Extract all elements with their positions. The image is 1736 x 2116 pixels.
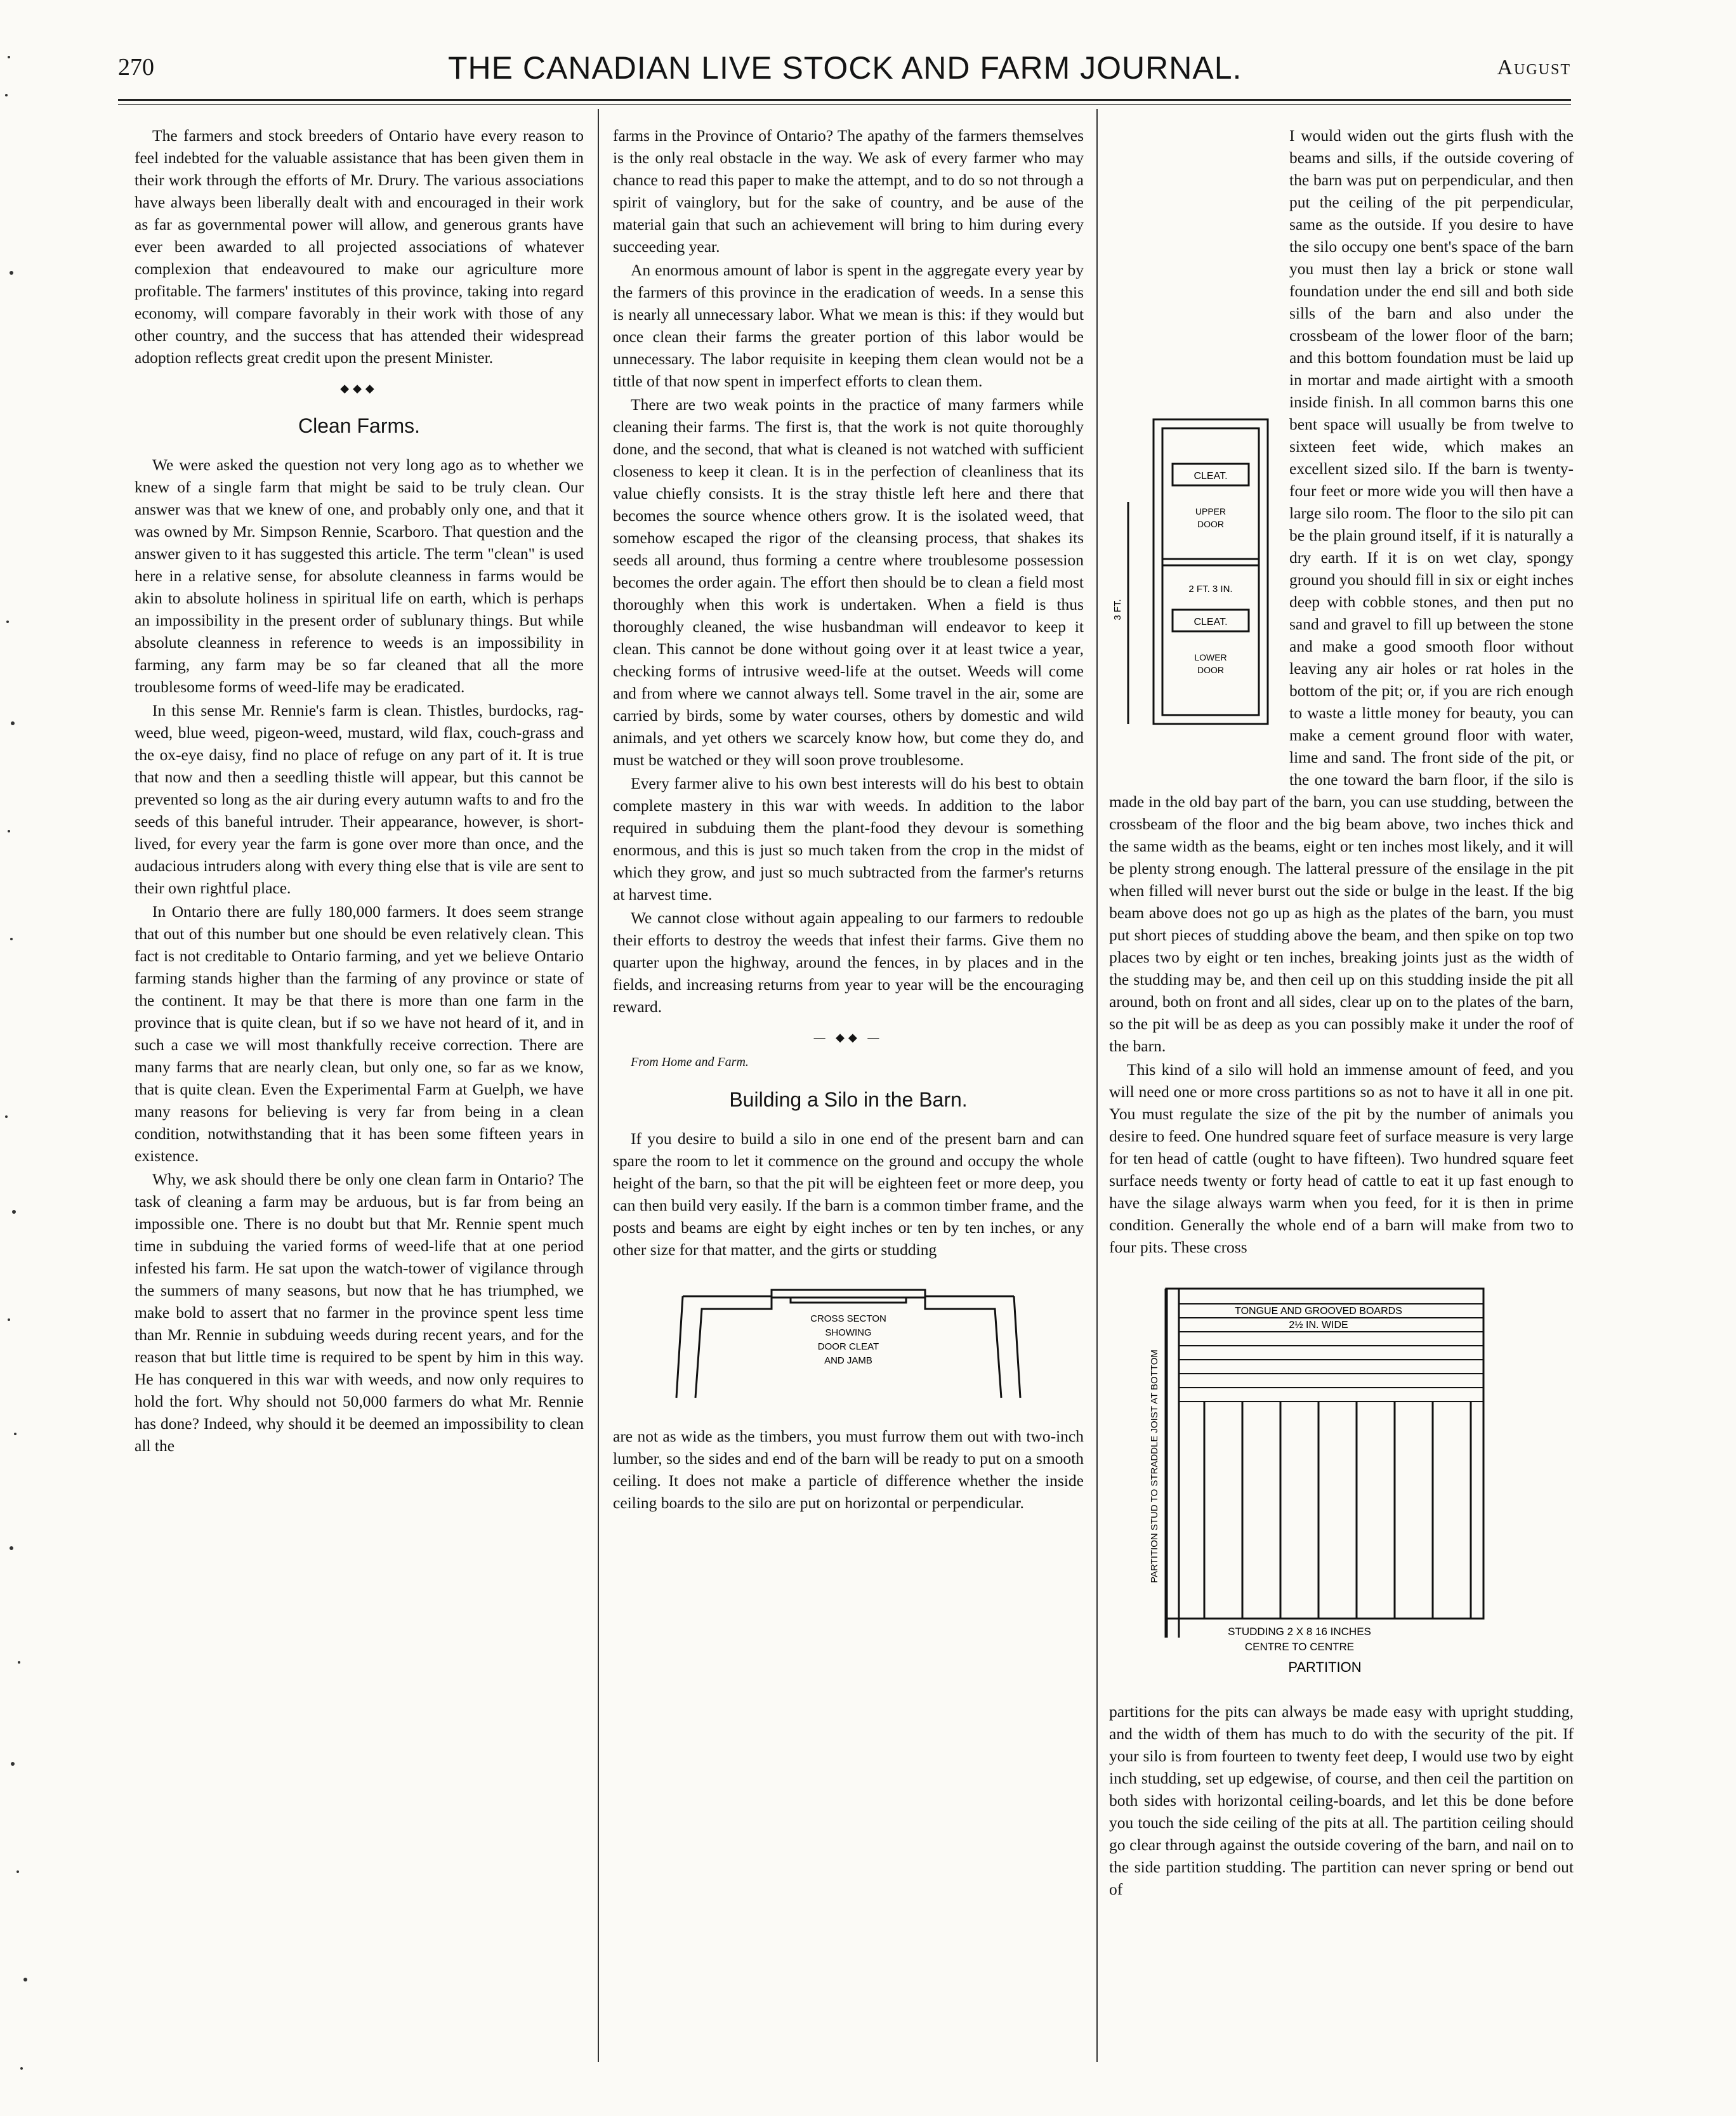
studding-label: CENTRE TO CENTRE [1244,1641,1355,1653]
header-rule-thin [118,104,1571,105]
column-2 [613,124,1084,1515]
section-ornament: — ◆◆ — [813,1031,883,1044]
article-paragraph: farms in the Province of Ontario? The apathy of the farmers themselves is the only real obstacle in the way. We ask of every farmer who may chance to read this paper to make the attempt, and to do so not through a spirit of vainglory, but for the sake of country, and be ause of the material gain that such an achievement will bring to him during every succeeding year. [613,126,1084,256]
partition-caption: PARTITION [1288,1659,1362,1675]
studding-label: STUDDING 2 X 8 16 INCHES [1228,1626,1371,1638]
page-header [118,49,1571,88]
figure-label-line: DOOR CLEAT [817,1341,879,1352]
column-3 [1109,124,1574,1902]
article-paragraph: Why, we ask should there be only one clean farm in Ontario? The task of cleaning a farm may be arduous, but is far from being an impossible one. There is no doubt but that Mr. Rennie spent much time in subduing the varied forms of weed-life that at one period infested his farm. He sat upon the watch-tower of vigilance through the summers of many seasons, but now that he has triumphed, we make bold to assert that no farmer in the province spent less time than Mr. Rennie in subduing weeds during recent years, and for the reason that but little time is required to be spent by him in this way. He has conquered in this war with weeds, and now only requires to hold the fort. Why should not 50,000 farmers do what Mr. Rennie has done? Indeed, why should it be deemed an impossibility to clean all the [135,1170,584,1455]
silo-door-figure [1109,413,1280,768]
section-ornament: ◆◆◆ [340,382,378,395]
article-paragraph: Every farmer alive to his own best interests will do his best to obtain complete mastery in this war with weeds. In addition to the labor required in subduing them the plant-food they devour is something enormous, and this is just so much taken from the crop in the midst of which they grow, and just so much subtracted from the farmer's returns at harvest time. [613,774,1084,904]
article-paragraph: We were asked the question not very long ago as to whether we knew of a single farm that might be said to be truly clean. Our answer was that we knew of one, and probably only one, and that it was owned by Mr. Simpson Rennie, Scarboro. That question and the answer given to it has suggested this article. The term "clean" is used here in a relative sense, for absolute cleanness in farms would be akin to absolute holiness in spiritual life on earth, which is perhaps an impossibility in the present order of sublunary things. But while absolute cleanness in reference to weeds is an impossibility in farming, any farm may be so far cleaned that all the more troublesome forms of weed-life may be eradicated. [135,456,584,696]
figure-label-line: AND JAMB [824,1355,872,1366]
partition-side-label: PARTITION STUD TO STRADDLE JOIST AT BOTTOM [1149,1350,1160,1583]
article-paragraph: I would widen out the girts flush with the beams and sills, if the outside covering of the barn was put on perpendicular, and then put the ceiling of the pit perpendicular, same as the outside. If you desire to have the silo occupy one bent's space of the barn you must then lay a brick or stone wall foundation under the end sill and both side sills of the barn and also under the crossbeam of the lower floor of the barn; and this bottom foundation must be laid up in mortar and made airtight with a smooth inside finish. In all common barns this one bent space will usually be from twelve to sixteen feet wide, which makes an excellent sized silo. If the barn is twenty-four feet or more wide you will then have a large silo room. The floor to the silo pit can be the plain ground itself, if it is naturally a dry earth. If it is on wet clay, spongy ground you should fill in six or eight inches deep with cobble stones, and then put no sand and gravel to fill up between the stone and make a good smooth floor without leaving any air holes or rat holes in the bottom of the pit; or, if you are rich enough to waste a little money for beauty, you can make a cement ground floor with water, lime and sand. The front side of the pit, or the one toward the barn floor, if the silo is made in the old bay part of the barn, you can use studding, between the crossbeam of the floor and the big beam above, two inches thick and the same width as the beams, eight or ten inches most likely, and it will be plenty strong enough. The latteral pressure of the ensilage in the pit when filled will never burst out the side or bulge in the least. If the big beam above does not go up as high as the plates of the barn, you must put short pieces of studding above the beam, and then spike on top two places two by eight or ten inches, breaking joints just as the width of the studding may be, and then ceil up on this studding inside the pit all around, both on front and all sides, clear up on to the plates of the barn, so the pit will be as deep as you can possibly make it under the roof of the barn. [1109,126,1574,1055]
lower-door-label: LOWER [1194,652,1227,662]
article-paragraph: An enormous amount of labor is spent in the aggregate every year by the farmers of this province in the eradication of weeds. In a sense this is nearly all unnecessary labor. What we mean is this: if they would but once clean their farms the greater portion of this labor would be unnecessary. The labor requisite in keeping them clean would not be a tittle of that now spent in imperfect efforts to clean them. [613,261,1084,390]
article-paragraph: If you desire to build a silo in one end of the present barn and can spare the room to let it commence on the ground and occupy the whole height of the barn, so that the pit will be eighteen feet or more deep, you can then build very easily. If the barn is a common timber frame, and the posts and beams are eight by eight inches or ten by ten inches, or any other size for that matter, and the girts or studding [613,1129,1084,1259]
margin-specks [0,0,38,2116]
article-paragraph: We cannot close without again appealing to our farmers to redouble their efforts to destroy the weeds that infest their farms. Give them no quarter upon the highway, around the fences, in by places and in the fields, and increasing returns from year to year will be the encouraging reward. [613,909,1084,1016]
boards-label: TONGUE AND GROOVED BOARDS [1235,1306,1402,1317]
journal-title: THE CANADIAN LIVE STOCK AND FARM JOURNAL. [448,50,1242,86]
lower-door-label: DOOR [1197,665,1224,675]
article-paragraph: partitions for the pits can always be made easy with upright studding, and the width of them has much to do with the security of the pit. If your silo is from fourteen to twenty feet deep, I would use two by eight inch studding, set up edgewise, of course, and then ceil the partition on both sides with horizontal ceiling-boards, and let this be done before you touch the side ceiling of the pits at all. The partition ceiling should go clear through against the outside covering of the barn, and nail on to the side partition studding. The partition can never spring or bend out of [1109,1702,1574,1898]
width-dimension: 2 FT. 3 IN. [1188,584,1233,595]
article-heading-clean-farms: Clean Farms. [298,414,421,437]
article-credit: From Home and Farm. [631,1055,749,1069]
issue-month: August [1497,56,1571,79]
article-paragraph: In this sense Mr. Rennie's farm is clean. Thistles, burdocks, rag-weed, blue weed, pigeon-weed, mustard, wild flax, couch-grass and the ox-eye daisy, find no place of refuge on any part of it. It is true that now and then a seedling thistle will appear, but this cannot be prevented so long as the air during every autumn wafts to and fro the seeds of this baneful intruder. Their appearance, however, is short-lived, for every year the farm is gone over more than once, and the audacious intruders along with every thing else that is vile are sent to their own rightful place. [135,701,584,897]
boards-label: 2½ IN. WIDE [1289,1320,1348,1331]
article-paragraph: are not as wide as the timbers, you must furrow them out with two-inch lumber, so the sides and end of the barn will be ready to put on a smooth ceiling. It does not make a particle of difference whether the inside ceiling boards to the silo are put on horizontal or perpendicular. [613,1427,1084,1512]
page-number: 270 [118,54,154,81]
figure-label-line: SHOWING [825,1327,872,1338]
partition-figure [1109,1282,1574,1676]
cleat-label: CLEAT. [1194,471,1228,482]
article-heading-silo: Building a Silo in the Barn. [729,1088,968,1111]
article-paragraph: There are two weak points in the practice of many farmers while cleaning their farms. The first is, that the work is not quite thoroughly done, and the second, that what is cleaned is not watched with sufficient closeness to keep it clean. It is in the perfection of cleanliness that its value chiefly consists. It is the stray thistle left here and there that becomes the source whence others grow. It is the isolated weed, that somehow escaped the rigor of the cleansing process, that shakes its seeds all around, thus forming a centre where troublesome possession becomes the order again. The effort then should be to clean a field most thoroughly when this work is undertaken. When a field is thus thoroughly cleaned, the wise husbandman will endeavor to keep it clean. This cannot be done without going over it at least twice a year, checking forms of intrusive weed-life at the outset. Weeds will come and from where we cannot always tell. Some travel in the air, some are carried by birds, some by water courses, others by domestic and wild animals, and yet others we scarcely know how, but come they do, and must be watched or they will soon prove troublesome. [613,395,1084,769]
upper-door-label: UPPER [1195,506,1226,516]
column-1 [135,124,584,1458]
cleat-label: CLEAT. [1194,617,1228,628]
height-dimension: 3 FT. [1112,599,1123,621]
column-divider-2 [1096,109,1098,2062]
article-paragraph: This kind of a silo will hold an immense amount of feed, and you will need one or more cross partitions so as not to have it all in one pit. You must regulate the size of the pit by the number of animals you desire to feed. One hundred square feet of surface measure is very large for ten head of cattle (ought to have fifteen). Two hundred square feet surface needs twenty or forty head of cattle to eat it up fast enough to have the silage always warm when you feed, for it is then in prime condition. Generally the whole end of a barn will make from two to four pits. These cross [1109,1060,1574,1256]
upper-door-label: DOOR [1197,519,1224,529]
header-rule [118,99,1571,101]
door-cleat-figure [613,1271,1084,1410]
figure-label-line: CROSS SECTON [810,1313,886,1324]
column-divider-1 [598,109,599,2062]
editorial-intro: The farmers and stock breeders of Ontario have every reason to feel indebted for the valuable assistance that has been given them in their work through the efforts of Mr. Drury. The various associations have always been liberally dealt with and encouraged in their work as far as governmental power will allow, and generous grants have ever been awarded to all projected associations of whatever complexion that endeavoured to make our agriculture more profitable. The farmers' institutes of this province, taking into regard economy, will compare favorably in their work with those of any other country, and the success that has attended their widespread adoption reflects great credit upon the present Minister. [135,126,584,367]
article-paragraph: In Ontario there are fully 180,000 farmers. It does seem strange that out of this number but one should be even relatively clean. This fact is not creditable to Ontario farming, and yet we believe Ontario farming stands higher than the farming of any province or state of the continent. It may be that there is more than one farm in the province that is quite clean, but if so we have not heard of it, and in such a case we will most thankfully receive correction. There are many farms that are nearly clean, but only one, so far as we know, that is quite clean. Even the Experimental Farm at Guelph, we have many reasons for believing is very far from being in a clean condition, notwithstanding that it has been some fifteen years in existence. [135,902,584,1165]
